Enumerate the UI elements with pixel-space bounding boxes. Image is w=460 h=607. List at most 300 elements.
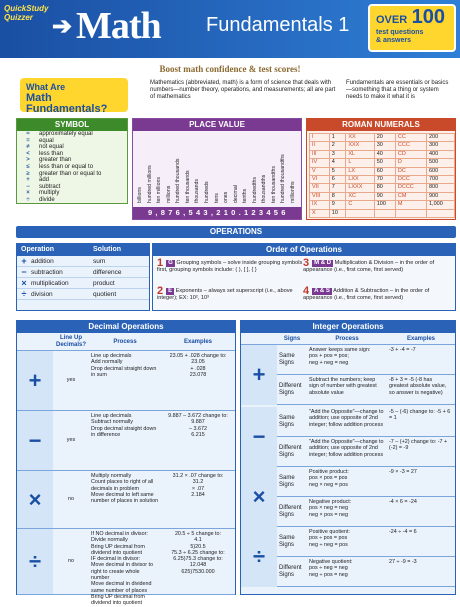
what-are-line2: Math Fundamentals?: [26, 92, 108, 115]
roman-cell: 70: [374, 176, 395, 184]
roman-cell: 7: [329, 184, 346, 192]
process-line: neg ÷ neg = pos: [309, 541, 348, 548]
roman-cell: DC: [395, 167, 426, 175]
example-line: 23.05: [191, 359, 205, 366]
title-subtitle: Fundamentals 1: [206, 14, 350, 36]
symbol-row: [17, 157, 127, 164]
symbol-glyph: >: [26, 157, 30, 164]
symbol-row: [17, 151, 127, 158]
order-text: Addition & Subtraction – in the order of appearance (i.e., first come, first served): [303, 288, 430, 301]
roman-cell: 8: [329, 192, 346, 200]
process-line: Subtract the numbers; keep sign of number with greatest absolute value: [309, 377, 377, 396]
integer-row: [277, 557, 455, 587]
roman-cell: 50: [374, 159, 395, 167]
decimal-header: [17, 333, 235, 351]
operation-row: [17, 267, 149, 278]
roman-cell: 90: [374, 192, 395, 200]
roman-cell: 1,000: [427, 201, 455, 209]
integer-row: [277, 375, 455, 405]
example-line: – 3.672: [189, 425, 207, 432]
integer-operations-panel: [240, 320, 456, 595]
symbol-glyph: ≠: [26, 144, 30, 151]
example-line: 6.25)75.3 change to:: [173, 556, 223, 563]
badge-over: OVER: [376, 14, 408, 26]
roman-row: [310, 134, 455, 142]
roman-cell: [346, 209, 374, 217]
order-tag: E: [168, 288, 173, 294]
decimal-row: [17, 529, 235, 607]
place-value-label: ten thousandths: [270, 166, 277, 203]
roman-cell: 10: [329, 209, 346, 217]
integer-signs: Different Signs: [279, 565, 302, 578]
roman-numerals-panel: [306, 118, 456, 220]
roman-cell: C: [346, 201, 374, 209]
roman-row: [310, 142, 455, 150]
col-examples: Examples: [183, 339, 213, 345]
roman-row: [310, 209, 455, 217]
integer-row: [277, 437, 455, 467]
order-of-operations-panel: [152, 243, 456, 311]
roman-cell: XXX: [346, 142, 374, 150]
symbol-glyph: −: [26, 183, 30, 190]
symbol-meaning: multiply: [39, 190, 60, 197]
decimal-operation-icon: ÷: [17, 529, 53, 594]
operation-symbol: ÷: [21, 289, 27, 299]
roman-cell: 100: [374, 201, 395, 209]
process-line: Add normally: [91, 359, 123, 366]
process-line: IF decimal in divisor:: [91, 556, 141, 563]
order-item: [303, 257, 449, 273]
operation-name: subtraction: [31, 269, 63, 276]
integer-process: [307, 407, 387, 436]
order-text: Multiplication & Division – in the order of appearance (i.e., first come, first served): [303, 260, 435, 273]
process-line: Move decimal to left same number of places in solution: [91, 491, 159, 505]
col-signs: Signs: [283, 336, 301, 342]
roman-cell: 40: [374, 150, 395, 158]
place-value-label: hundred thousandths: [280, 154, 287, 203]
place-value-labels: [137, 133, 297, 203]
operation-solution: difference: [93, 269, 122, 276]
example-line: 23.078: [189, 371, 207, 378]
process-line: Bring UP decimal from dividend into quotient: [91, 543, 145, 556]
roman-title: ROMAN NUMERALS: [307, 119, 455, 131]
operation-name: addition: [31, 258, 54, 265]
process-line: neg + neg = neg: [309, 359, 349, 366]
col-process: Process: [113, 339, 137, 345]
process-line: Positive quotient:: [309, 529, 351, 535]
roman-cell: 3: [329, 150, 346, 158]
roman-cell: 700: [427, 176, 455, 184]
roman-cell: 1: [329, 134, 346, 142]
roman-cell: CD: [395, 150, 426, 158]
roman-cell: 4: [329, 159, 346, 167]
roman-cell: LXX: [346, 176, 374, 184]
process-line: If NO decimal in divisor:: [91, 531, 148, 537]
roman-cell: M: [395, 201, 426, 209]
roman-cell: CC: [395, 134, 426, 142]
place-value-label: tenths: [242, 188, 249, 203]
example-line: 4.1: [194, 537, 202, 544]
operation-symbol: ×: [21, 278, 27, 288]
symbol-meaning: greater than: [39, 157, 72, 164]
symbol-row: [17, 184, 127, 191]
process-line: Answer keeps same sign:: [309, 347, 371, 353]
process-line: Multiply normally: [91, 473, 132, 479]
operation-symbol: −: [21, 267, 27, 277]
symbol-glyph: ×: [26, 190, 30, 197]
symbol-meaning: divide: [39, 196, 55, 203]
decimal-example: [161, 351, 235, 410]
place-value-label: hundreds: [203, 181, 210, 203]
tagline: Boost math confidence & test scores!: [159, 64, 301, 74]
symbol-glyph: <: [26, 150, 30, 157]
symbol-row: [17, 190, 127, 197]
roman-row: [310, 159, 455, 167]
roman-cell: 80: [374, 184, 395, 192]
integer-row: [277, 497, 455, 527]
process-line: Negative product:: [309, 499, 352, 505]
integer-row: [277, 467, 455, 497]
roman-cell: I: [310, 134, 330, 142]
example-line: 625)7530.000: [181, 568, 215, 575]
example-line: 9.887 – 3.672 change to:: [168, 413, 228, 419]
col-line-up: Line Up Decimals?: [55, 335, 86, 348]
roman-cell: 400: [427, 150, 455, 158]
operations-title: OPERATIONS: [16, 226, 456, 238]
roman-cell: IV: [310, 159, 330, 167]
roman-cell: 600: [427, 167, 455, 175]
roman-cell: 800: [427, 184, 455, 192]
what-are-line1: What Are: [26, 82, 66, 92]
roman-cell: V: [310, 167, 330, 175]
symbol-row: [17, 177, 127, 184]
roman-cell: 500: [427, 159, 455, 167]
integer-row: [277, 407, 455, 437]
arrow-icon: ➔: [52, 13, 73, 40]
operation-row: [17, 256, 149, 267]
example-line: 75.3 ÷ 6.25 change to:: [171, 549, 225, 556]
place-value-label: hundred millions: [146, 165, 153, 203]
operations-rows: [17, 256, 149, 300]
symbol-row: [17, 171, 127, 178]
symbol-meaning: subtract: [39, 183, 61, 190]
integer-signs: Different Signs: [279, 383, 302, 396]
process-line: "Add the Opposite"—change to addition; use opposite of 2nd integer; follow addition process: [309, 439, 384, 458]
order-text: Grouping symbols – solve inside grouping symbols first, grouping symbols include: ( ), [ ], { }: [157, 260, 303, 273]
integer-title: Integer Operations: [241, 321, 455, 333]
badge-sub2: & answers: [376, 37, 412, 44]
brand-line1: QuickStudy: [4, 4, 49, 13]
operation-solution: sum: [93, 258, 106, 265]
integer-process: [307, 557, 387, 586]
integer-signs: Different Signs: [279, 505, 302, 518]
place-value-label: billions: [137, 187, 143, 203]
roman-cell: 30: [374, 142, 395, 150]
example-line: 31.2: [192, 479, 204, 486]
roman-row: [310, 167, 455, 175]
fundamentals-definition: Fundamentals are essentials or basics—something that a thing or system needs to make it what it is: [346, 80, 449, 101]
place-value-label: ten thousands: [184, 170, 191, 203]
integer-header: [241, 333, 455, 345]
decimal-operation-icon: −: [17, 411, 53, 470]
example-line: 9.887: [191, 419, 205, 426]
process-line: "Add the Opposite"—change to addition; use opposite of 2nd integer; follow addition process: [309, 409, 384, 428]
place-value-label: hundred thousands: [175, 158, 182, 203]
roman-row: [310, 184, 455, 192]
symbol-glyph: ≈: [26, 131, 30, 137]
symbol-meaning: equal: [39, 137, 54, 144]
integer-signs: Same Signs: [279, 475, 295, 488]
roman-cell: 60: [374, 167, 395, 175]
decimal-row: [17, 411, 235, 471]
questions-badge: [368, 4, 456, 52]
place-value-title: PLACE VALUE: [133, 119, 301, 131]
integer-process: [307, 345, 387, 374]
operation-solution: quotient: [93, 291, 117, 298]
integer-row: [277, 345, 455, 375]
title-math: Math: [76, 5, 161, 47]
symbol-glyph: ≤: [26, 163, 30, 170]
integer-process: [307, 437, 387, 466]
roman-cell: VIII: [310, 192, 330, 200]
process-line: Line up decimals: [91, 353, 132, 359]
process-line: pos ÷ pos = pos: [309, 535, 348, 542]
process-line: neg × neg = pos: [309, 481, 348, 488]
brand-logo: [4, 4, 50, 34]
example-line: 6.215: [191, 431, 205, 438]
symbol-meaning: less than or equal to: [39, 163, 94, 170]
process-line: pos ÷ neg = neg: [309, 565, 348, 572]
roman-cell: IX: [310, 201, 330, 209]
brand-line2: Quizzer: [4, 13, 33, 22]
roman-cell: 300: [427, 142, 455, 150]
what-are-box: [20, 78, 128, 115]
symbol-panel: [16, 118, 128, 204]
decimal-process: [89, 351, 161, 410]
symbol-meaning: approximately equal: [39, 131, 93, 137]
operation-row: [17, 289, 149, 300]
place-value-label: thousands: [194, 179, 201, 203]
decimal-line-up: no: [68, 558, 74, 565]
roman-row: [310, 201, 455, 209]
integer-operation-icon: −: [241, 407, 277, 467]
integer-process: [307, 497, 387, 526]
badge-sub1: test questions: [376, 29, 424, 36]
roman-cell: DCC: [395, 176, 426, 184]
col-operation: Operation: [21, 246, 55, 253]
roman-cell: [395, 209, 426, 217]
symbol-glyph: ≥: [26, 170, 30, 177]
operation-row: [17, 278, 149, 289]
order-item: [157, 285, 303, 301]
integer-process: [307, 375, 387, 404]
roman-cell: [374, 209, 395, 217]
order-number: 3: [303, 257, 310, 269]
order-text: Exponents – always set superscript (i.e., above integer); EX: 10², 10³: [157, 288, 293, 301]
symbol-list: [17, 131, 127, 204]
place-value-number: 9 , 8 7 6 , 5 4 3 , 2 1 0 . 1 2 3 4 5 6: [133, 207, 301, 219]
roman-cell: XC: [346, 192, 374, 200]
integer-example: -7 – (+2) change to: -7 + (-2) = -9: [389, 439, 448, 452]
decimal-process: [89, 411, 161, 470]
integer-operation-icon: +: [241, 345, 277, 405]
process-line: pos × neg = neg: [309, 505, 348, 512]
integer-row: [277, 527, 455, 557]
decimal-line-up: yes: [66, 437, 76, 444]
integer-example: -24 ÷ -4 = 6: [389, 529, 417, 535]
order-item: [303, 285, 449, 301]
symbol-glyph: =: [26, 137, 30, 144]
symbol-meaning: add: [39, 177, 50, 184]
roman-cell: III: [310, 150, 330, 158]
roman-cell: X: [310, 209, 330, 217]
place-value-label: ten millions: [156, 177, 163, 203]
badge-number: 100: [411, 6, 446, 28]
place-value-label: tens: [213, 193, 220, 203]
roman-table: [309, 133, 455, 218]
decimal-row: [17, 351, 235, 411]
operation-symbol: +: [21, 256, 27, 266]
roman-cell: VII: [310, 184, 330, 192]
decimal-process: [89, 529, 161, 607]
order-tag: A & S: [314, 288, 330, 294]
integer-operation-icon: ÷: [241, 527, 277, 587]
symbol-title: SYMBOL: [17, 119, 127, 131]
integer-operation-icon: ×: [241, 467, 277, 527]
symbol-glyph: +: [26, 177, 30, 184]
operation-name: division: [31, 291, 53, 298]
place-value-label: ones: [223, 191, 230, 203]
integer-signs: Same Signs: [279, 353, 295, 366]
decimal-operation-icon: ×: [17, 471, 53, 528]
roman-cell: CM: [395, 192, 426, 200]
place-value-label: millions: [165, 185, 172, 203]
decimal-line-up: yes: [66, 377, 76, 384]
integer-example: -4 × 6 = -24: [389, 499, 417, 505]
symbol-meaning: greater than or equal to: [39, 170, 102, 177]
roman-cell: L: [346, 159, 374, 167]
roman-cell: 9: [329, 201, 346, 209]
integer-example: -3 + -4 = -7: [389, 347, 416, 353]
roman-row: [310, 150, 455, 158]
order-number: 4: [303, 285, 310, 297]
example-line: 31.2 × .07 change to:: [172, 473, 224, 479]
roman-cell: 5: [329, 167, 346, 175]
roman-cell: VI: [310, 176, 330, 184]
operation-name: multiplication: [31, 280, 69, 287]
roman-cell: [427, 209, 455, 217]
roman-cell: 6: [329, 176, 346, 184]
roman-row: [310, 192, 455, 200]
decimal-line-up: no: [68, 496, 74, 503]
process-line: Divide normally: [91, 537, 128, 544]
symbol-meaning: not equal: [39, 144, 64, 151]
process-line: Count places to right of all decimals in problem: [91, 479, 154, 492]
process-line: Subtract normally: [91, 419, 133, 426]
symbol-glyph: ÷: [26, 196, 30, 203]
col-int-examples: Examples: [406, 336, 436, 342]
process-line: pos + pos = pos;: [309, 353, 349, 360]
symbol-row: [17, 138, 127, 145]
operations-header: [17, 244, 149, 256]
integer-example: -8 + 3 = -5 (-8 has greatest absolute value, so answer is negative): [389, 377, 447, 396]
place-value-label: decimal: [232, 185, 239, 203]
roman-cell: II: [310, 142, 330, 150]
process-line: Bring UP decimal from dividend into quotient: [91, 593, 145, 607]
process-line: Negative quotient:: [309, 559, 353, 565]
decimal-process: [89, 471, 161, 528]
symbol-meaning: less than: [39, 150, 64, 157]
roman-cell: D: [395, 159, 426, 167]
place-value-label: hundredths: [251, 177, 258, 203]
example-line: × .07: [191, 485, 205, 492]
example-line: 2.184: [191, 491, 205, 498]
roman-cell: DCCC: [395, 184, 426, 192]
process-line: pos × pos = pos: [309, 475, 348, 482]
roman-cell: 2: [329, 142, 346, 150]
roman-cell: 20: [374, 134, 395, 142]
col-solution: Solution: [93, 246, 121, 253]
integer-process: [307, 467, 387, 496]
place-value-label: thousandths: [261, 174, 268, 203]
example-line: 12.048: [189, 562, 207, 569]
process-line: Move decimal in divisor to right to create whole number: [91, 562, 154, 582]
symbol-row: [17, 164, 127, 171]
integer-example: -5 – (-6) change to: -5 + 6 = 1: [389, 409, 451, 422]
example-line: 20.5 ÷ 5 change to:: [174, 531, 222, 537]
order-tag: G: [168, 260, 173, 266]
integer-signs: Different Signs: [279, 445, 302, 458]
decimal-title: Decimal Operations: [17, 321, 235, 333]
example-line: 5)20.5: [190, 543, 206, 550]
roman-cell: 900: [427, 192, 455, 200]
symbol-row: [17, 144, 127, 151]
order-number: 1: [157, 257, 164, 269]
decimal-operations-panel: [16, 320, 236, 607]
example-line: + .028: [190, 365, 206, 372]
math-definition: Mathematics (abbreviated, math) is a form of science that deals with numbers—number theory, operations, and measurements; all are part of mathematics: [150, 80, 336, 101]
process-line: Positive product:: [309, 469, 349, 475]
integer-signs: Same Signs: [279, 415, 295, 428]
integer-process: [307, 527, 387, 556]
order-title: Order of Operations: [153, 244, 455, 256]
process-line: Move decimal in dividend same number of places: [91, 581, 152, 594]
place-value-panel: [132, 118, 302, 220]
roman-cell: 200: [427, 134, 455, 142]
roman-cell: CCC: [395, 142, 426, 150]
decimal-row: [17, 471, 235, 529]
process-line: Drop decimal straight down in sum: [91, 365, 157, 378]
operation-solution: product: [93, 280, 115, 287]
example-line: 23.05 + .028 change to:: [169, 353, 227, 359]
integer-example: 27 ÷ -9 = -3: [389, 559, 417, 565]
symbol-row: [17, 197, 127, 204]
integer-example: -9 × -3 = 27: [389, 469, 417, 475]
col-int-process: Process: [335, 336, 359, 342]
order-tag: M & D: [314, 260, 332, 266]
process-line: neg ÷ pos = neg: [309, 571, 348, 578]
process-line: Drop decimal straight down in difference: [91, 425, 157, 438]
decimal-example: [161, 411, 235, 470]
decimal-example: [161, 529, 235, 594]
process-line: neg × pos = neg: [309, 511, 348, 518]
roman-row: [310, 176, 455, 184]
roman-cell: XX: [346, 134, 374, 142]
operations-table: [16, 243, 150, 311]
process-line: Line up decimals: [91, 413, 132, 419]
decimal-example: [161, 471, 235, 528]
roman-cell: LXXX: [346, 184, 374, 192]
